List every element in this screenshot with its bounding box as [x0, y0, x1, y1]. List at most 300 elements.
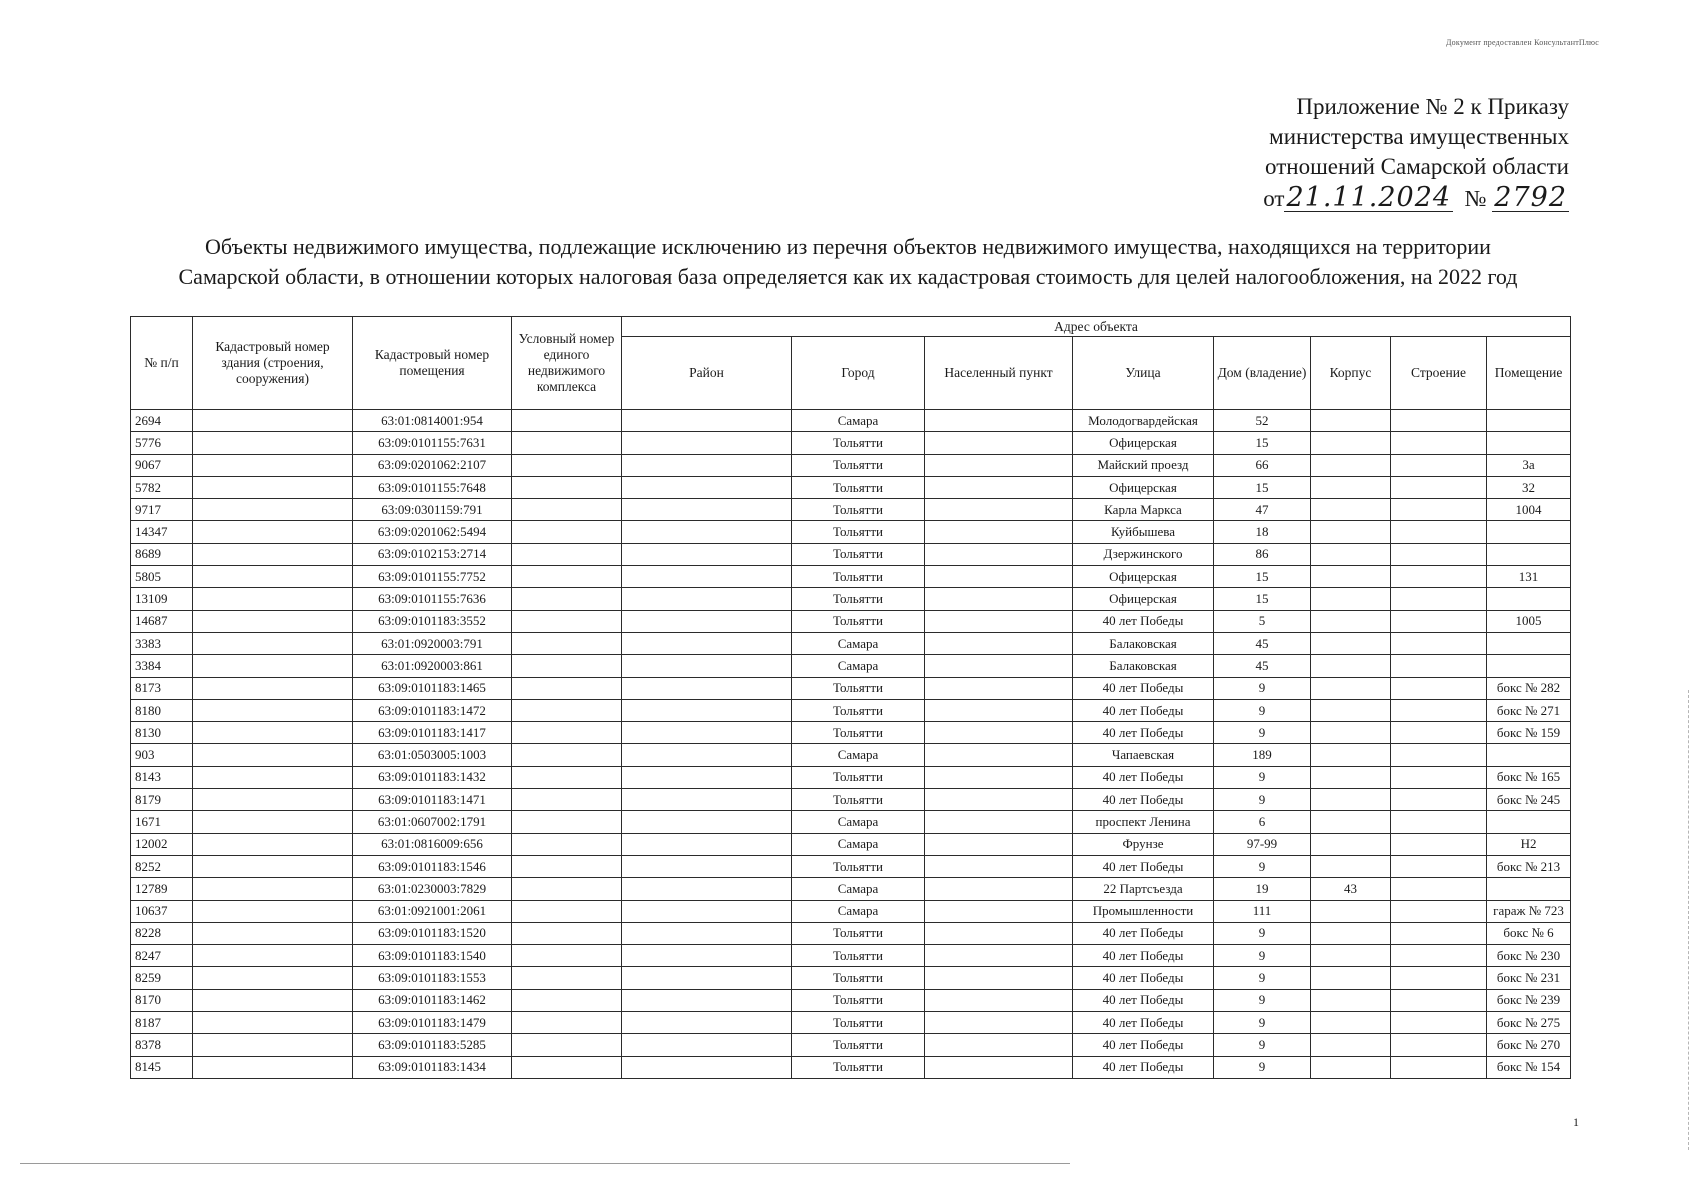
cell-num: 8170: [131, 989, 193, 1011]
cell-city: Самара: [792, 811, 925, 833]
cell-stroenie: [1391, 588, 1487, 610]
cell-room: 63:09:0101183:1520: [353, 922, 512, 944]
cell-street: Чапаевская: [1073, 744, 1214, 766]
cell-complex: [512, 610, 622, 632]
table-row: [131, 789, 1571, 811]
cell-city: Тольятти: [792, 922, 925, 944]
appendix-line-2: министерства имущественных: [1269, 124, 1569, 149]
cell-building: [193, 811, 353, 833]
cell-building: [193, 967, 353, 989]
cell-room: 63:01:0920003:861: [353, 655, 512, 677]
order-date-line: [1209, 184, 1569, 214]
cell-stroenie: [1391, 900, 1487, 922]
cell-house: 47: [1214, 499, 1311, 521]
cell-house: 45: [1214, 655, 1311, 677]
cell-num: 13109: [131, 588, 193, 610]
cell-settlement: [925, 789, 1073, 811]
cell-street: Офицерская: [1073, 566, 1214, 588]
cell-room: 63:09:0101183:1465: [353, 677, 512, 699]
cell-premise: [1487, 744, 1571, 766]
cell-room: 63:09:0102153:2714: [353, 543, 512, 565]
cell-premise: бокс № 275: [1487, 1012, 1571, 1034]
cell-korpus: [1311, 632, 1391, 654]
cell-num: 10637: [131, 900, 193, 922]
cell-complex: [512, 1012, 622, 1034]
cell-premise: [1487, 655, 1571, 677]
cell-city: Тольятти: [792, 699, 925, 721]
cell-city: Самара: [792, 900, 925, 922]
cell-premise: бокс № 231: [1487, 967, 1571, 989]
cell-stroenie: [1391, 432, 1487, 454]
cell-district: [622, 766, 792, 788]
col-settlement-header: Населенный пункт: [925, 337, 1073, 410]
cell-building: [193, 588, 353, 610]
cell-street: 40 лет Победы: [1073, 855, 1214, 877]
table-row: [131, 521, 1571, 543]
cell-settlement: [925, 566, 1073, 588]
cell-complex: [512, 766, 622, 788]
cell-house: 5: [1214, 610, 1311, 632]
cell-settlement: [925, 610, 1073, 632]
cell-building: [193, 476, 353, 498]
cell-room: 63:09:0101183:1472: [353, 699, 512, 721]
cell-settlement: [925, 967, 1073, 989]
cell-room: 63:09:0101183:1546: [353, 855, 512, 877]
table-row: [131, 766, 1571, 788]
cell-house: 18: [1214, 521, 1311, 543]
cell-house: 9: [1214, 945, 1311, 967]
cell-premise: бокс № 213: [1487, 855, 1571, 877]
cell-city: Тольятти: [792, 610, 925, 632]
cell-settlement: [925, 855, 1073, 877]
cell-house: 9: [1214, 722, 1311, 744]
cell-district: [622, 655, 792, 677]
cell-premise: [1487, 632, 1571, 654]
cell-district: [622, 454, 792, 476]
cell-premise: [1487, 588, 1571, 610]
cell-korpus: [1311, 543, 1391, 565]
cell-house: 111: [1214, 900, 1311, 922]
cell-complex: [512, 476, 622, 498]
cell-district: [622, 722, 792, 744]
table-row: [131, 855, 1571, 877]
document-title: Объекты недвижимого имущества, подлежащие исключению из перечня объектов недвижимого имущества, находящихся на территории Самарской области, в отношении которых налоговая база определяется как их кадастровая стоимость для целей налогообложения, на 2022 год: [178, 234, 1518, 289]
table-body: [131, 410, 1571, 1079]
cell-complex: [512, 432, 622, 454]
cell-district: [622, 878, 792, 900]
cell-settlement: [925, 945, 1073, 967]
cell-korpus: [1311, 610, 1391, 632]
cell-street: Офицерская: [1073, 476, 1214, 498]
cell-district: [622, 945, 792, 967]
cell-premise: 32: [1487, 476, 1571, 498]
table-row: [131, 1056, 1571, 1078]
cell-stroenie: [1391, 945, 1487, 967]
cell-korpus: [1311, 1056, 1391, 1078]
cell-city: Тольятти: [792, 722, 925, 744]
cell-stroenie: [1391, 566, 1487, 588]
cell-complex: [512, 744, 622, 766]
cell-street: Балаковская: [1073, 655, 1214, 677]
cell-city: Тольятти: [792, 1012, 925, 1034]
col-city-header: Город: [792, 337, 925, 410]
cell-settlement: [925, 677, 1073, 699]
table-row: [131, 655, 1571, 677]
cell-building: [193, 699, 353, 721]
cell-korpus: [1311, 655, 1391, 677]
cell-city: Тольятти: [792, 499, 925, 521]
cell-house: 6: [1214, 811, 1311, 833]
table-row: [131, 878, 1571, 900]
cell-building: [193, 855, 353, 877]
cell-settlement: [925, 833, 1073, 855]
cell-house: 9: [1214, 922, 1311, 944]
table-row: [131, 476, 1571, 498]
cell-city: Тольятти: [792, 1034, 925, 1056]
cell-room: 63:09:0101155:7648: [353, 476, 512, 498]
cell-district: [622, 476, 792, 498]
cell-complex: [512, 811, 622, 833]
col-district-header: Район: [622, 337, 792, 410]
cell-stroenie: [1391, 1034, 1487, 1056]
cell-street: Промышленности: [1073, 900, 1214, 922]
address-group-header: Адрес объекта: [622, 317, 1571, 337]
cell-house: 9: [1214, 766, 1311, 788]
cell-house: 9: [1214, 1034, 1311, 1056]
cell-num: 8252: [131, 855, 193, 877]
col-street-header: Улица: [1073, 337, 1214, 410]
cell-building: [193, 566, 353, 588]
page-number: 1: [1573, 1115, 1579, 1129]
cell-korpus: [1311, 744, 1391, 766]
cell-street: Карла Маркса: [1073, 499, 1214, 521]
cell-street: 22 Партсъезда: [1073, 878, 1214, 900]
cell-district: [622, 922, 792, 944]
cell-building: [193, 989, 353, 1011]
cell-house: 9: [1214, 699, 1311, 721]
cell-num: 1671: [131, 811, 193, 833]
table-row: [131, 610, 1571, 632]
cell-complex: [512, 499, 622, 521]
order-number-handwritten: 2792: [1494, 182, 1567, 213]
cell-district: [622, 789, 792, 811]
cell-house: 9: [1214, 677, 1311, 699]
cell-city: Тольятти: [792, 521, 925, 543]
cell-stroenie: [1391, 610, 1487, 632]
cell-building: [193, 432, 353, 454]
cell-house: 9: [1214, 1056, 1311, 1078]
cell-korpus: [1311, 789, 1391, 811]
cell-settlement: [925, 432, 1073, 454]
cell-complex: [512, 588, 622, 610]
cell-korpus: [1311, 410, 1391, 432]
cell-building: [193, 677, 353, 699]
cell-room: 63:01:0920003:791: [353, 632, 512, 654]
appendix-block: [1209, 92, 1569, 214]
cell-premise: 1005: [1487, 610, 1571, 632]
cell-premise: бокс № 270: [1487, 1034, 1571, 1056]
cell-num: 8179: [131, 789, 193, 811]
cell-num: 8130: [131, 722, 193, 744]
cell-stroenie: [1391, 789, 1487, 811]
appendix-line-3: отношений Самарской области: [1265, 154, 1569, 179]
cell-korpus: [1311, 677, 1391, 699]
scan-edge-line: [20, 1163, 1070, 1164]
cell-complex: [512, 967, 622, 989]
cell-num: 8180: [131, 699, 193, 721]
cell-complex: [512, 922, 622, 944]
cell-complex: [512, 878, 622, 900]
table-row: [131, 1034, 1571, 1056]
cell-settlement: [925, 699, 1073, 721]
cell-building: [193, 833, 353, 855]
cell-building: [193, 766, 353, 788]
cell-settlement: [925, 878, 1073, 900]
cell-house: 19: [1214, 878, 1311, 900]
cell-building: [193, 900, 353, 922]
cell-building: [193, 1012, 353, 1034]
cell-city: Тольятти: [792, 588, 925, 610]
cell-street: 40 лет Победы: [1073, 922, 1214, 944]
cell-premise: бокс № 282: [1487, 677, 1571, 699]
cell-room: 63:09:0101183:1434: [353, 1056, 512, 1078]
cell-stroenie: [1391, 989, 1487, 1011]
cell-street: 40 лет Победы: [1073, 1056, 1214, 1078]
cell-city: Тольятти: [792, 967, 925, 989]
cell-street: 40 лет Победы: [1073, 945, 1214, 967]
cell-complex: [512, 699, 622, 721]
cell-korpus: [1311, 967, 1391, 989]
cell-num: 8378: [131, 1034, 193, 1056]
cell-settlement: [925, 1056, 1073, 1078]
cell-building: [193, 878, 353, 900]
cell-premise: бокс № 271: [1487, 699, 1571, 721]
cell-settlement: [925, 900, 1073, 922]
cell-street: 40 лет Победы: [1073, 1012, 1214, 1034]
cell-korpus: [1311, 855, 1391, 877]
table-row: [131, 722, 1571, 744]
cell-complex: [512, 566, 622, 588]
cell-city: Тольятти: [792, 989, 925, 1011]
cell-settlement: [925, 454, 1073, 476]
cell-district: [622, 967, 792, 989]
cell-building: [193, 410, 353, 432]
cell-house: 15: [1214, 588, 1311, 610]
cell-premise: 131: [1487, 566, 1571, 588]
cell-korpus: 43: [1311, 878, 1391, 900]
cell-stroenie: [1391, 1012, 1487, 1034]
table-row: [131, 900, 1571, 922]
cell-district: [622, 521, 792, 543]
cell-num: 8145: [131, 1056, 193, 1078]
col-complex-header: Условный номер единого недвижимого комплекса: [512, 317, 622, 410]
col-building-header: Кадастровый номер здания (строения, сооружения): [193, 317, 353, 410]
cell-house: 9: [1214, 989, 1311, 1011]
cell-house: 189: [1214, 744, 1311, 766]
cell-premise: 1004: [1487, 499, 1571, 521]
cell-room: 63:09:0101183:1462: [353, 989, 512, 1011]
cell-city: Тольятти: [792, 1056, 925, 1078]
cell-korpus: [1311, 566, 1391, 588]
table-row: [131, 432, 1571, 454]
order-date-handwritten: 21.11.2024: [1286, 182, 1452, 213]
table-row: [131, 922, 1571, 944]
cell-room: 63:01:0230003:7829: [353, 878, 512, 900]
cell-city: Тольятти: [792, 543, 925, 565]
cell-complex: [512, 521, 622, 543]
cell-complex: [512, 410, 622, 432]
cell-district: [622, 632, 792, 654]
cell-stroenie: [1391, 699, 1487, 721]
cell-stroenie: [1391, 543, 1487, 565]
cell-premise: бокс № 6: [1487, 922, 1571, 944]
cell-settlement: [925, 632, 1073, 654]
cell-room: 63:01:0814001:954: [353, 410, 512, 432]
col-num-header: № п/п: [131, 317, 193, 410]
cell-district: [622, 855, 792, 877]
cell-stroenie: [1391, 833, 1487, 855]
date-prefix: от: [1263, 186, 1285, 211]
cell-room: 63:01:0921001:2061: [353, 900, 512, 922]
cell-settlement: [925, 1012, 1073, 1034]
cell-city: Тольятти: [792, 789, 925, 811]
cell-premise: 3а: [1487, 454, 1571, 476]
cell-korpus: [1311, 945, 1391, 967]
cell-room: 63:01:0816009:656: [353, 833, 512, 855]
cell-street: 40 лет Победы: [1073, 967, 1214, 989]
table-row: [131, 811, 1571, 833]
cell-korpus: [1311, 1034, 1391, 1056]
cell-num: 5782: [131, 476, 193, 498]
table-row: [131, 945, 1571, 967]
cell-city: Тольятти: [792, 855, 925, 877]
cell-settlement: [925, 722, 1073, 744]
cell-stroenie: [1391, 476, 1487, 498]
cell-premise: [1487, 811, 1571, 833]
cell-premise: [1487, 410, 1571, 432]
cell-house: 9: [1214, 789, 1311, 811]
cell-stroenie: [1391, 677, 1487, 699]
cell-house: 45: [1214, 632, 1311, 654]
cell-district: [622, 566, 792, 588]
table-row: [131, 699, 1571, 721]
cell-city: Самара: [792, 655, 925, 677]
cell-district: [622, 811, 792, 833]
cell-complex: [512, 900, 622, 922]
cell-stroenie: [1391, 811, 1487, 833]
cell-street: 40 лет Победы: [1073, 722, 1214, 744]
cell-stroenie: [1391, 1056, 1487, 1078]
table-row: [131, 744, 1571, 766]
cell-num: 8689: [131, 543, 193, 565]
cell-complex: [512, 632, 622, 654]
cell-city: Тольятти: [792, 432, 925, 454]
table-row: [131, 989, 1571, 1011]
table-row: [131, 588, 1571, 610]
cell-building: [193, 744, 353, 766]
cell-korpus: [1311, 922, 1391, 944]
cell-street: 40 лет Победы: [1073, 989, 1214, 1011]
cell-num: 3383: [131, 632, 193, 654]
cell-room: 63:01:0607002:1791: [353, 811, 512, 833]
cell-settlement: [925, 989, 1073, 1011]
cell-room: 63:01:0503005:1003: [353, 744, 512, 766]
table-row: [131, 1012, 1571, 1034]
cell-city: Тольятти: [792, 566, 925, 588]
cell-city: Самара: [792, 833, 925, 855]
cell-city: Тольятти: [792, 677, 925, 699]
col-premise-header: Помещение: [1487, 337, 1571, 410]
cell-room: 63:09:0101155:7752: [353, 566, 512, 588]
cell-stroenie: [1391, 967, 1487, 989]
cell-premise: [1487, 521, 1571, 543]
cell-room: 63:09:0301159:791: [353, 499, 512, 521]
table-row: [131, 543, 1571, 565]
cell-room: 63:09:0101183:1417: [353, 722, 512, 744]
cell-house: 9: [1214, 855, 1311, 877]
table-row: [131, 632, 1571, 654]
cell-stroenie: [1391, 744, 1487, 766]
cell-korpus: [1311, 900, 1391, 922]
cell-settlement: [925, 922, 1073, 944]
cell-settlement: [925, 588, 1073, 610]
cell-building: [193, 521, 353, 543]
cell-district: [622, 699, 792, 721]
cell-stroenie: [1391, 655, 1487, 677]
cell-building: [193, 655, 353, 677]
cell-district: [622, 588, 792, 610]
cell-settlement: [925, 410, 1073, 432]
cell-room: 63:09:0201062:5494: [353, 521, 512, 543]
cell-settlement: [925, 744, 1073, 766]
col-room-header: Кадастровый номер помещения: [353, 317, 512, 410]
col-stroenie-header: Строение: [1391, 337, 1487, 410]
cell-district: [622, 1012, 792, 1034]
cell-num: 12002: [131, 833, 193, 855]
cell-room: 63:09:0201062:2107: [353, 454, 512, 476]
table-row: [131, 677, 1571, 699]
cell-room: 63:09:0101155:7631: [353, 432, 512, 454]
cell-num: 14687: [131, 610, 193, 632]
cell-room: 63:09:0101183:1432: [353, 766, 512, 788]
cell-district: [622, 744, 792, 766]
cell-district: [622, 1056, 792, 1078]
cell-korpus: [1311, 722, 1391, 744]
scan-edge-right: [1688, 690, 1689, 1150]
cell-building: [193, 1056, 353, 1078]
cell-house: 9: [1214, 967, 1311, 989]
cell-house: 15: [1214, 566, 1311, 588]
cell-num: 2694: [131, 410, 193, 432]
cell-street: 40 лет Победы: [1073, 610, 1214, 632]
cell-korpus: [1311, 833, 1391, 855]
cell-korpus: [1311, 454, 1391, 476]
cell-premise: [1487, 543, 1571, 565]
cell-premise: бокс № 245: [1487, 789, 1571, 811]
cell-district: [622, 900, 792, 922]
cell-korpus: [1311, 989, 1391, 1011]
cell-street: Фрунзе: [1073, 833, 1214, 855]
cell-stroenie: [1391, 410, 1487, 432]
cell-settlement: [925, 499, 1073, 521]
cell-building: [193, 499, 353, 521]
cell-complex: [512, 855, 622, 877]
cell-complex: [512, 655, 622, 677]
cell-settlement: [925, 476, 1073, 498]
table-row: [131, 454, 1571, 476]
cell-premise: гараж № 723: [1487, 900, 1571, 922]
cell-stroenie: [1391, 722, 1487, 744]
